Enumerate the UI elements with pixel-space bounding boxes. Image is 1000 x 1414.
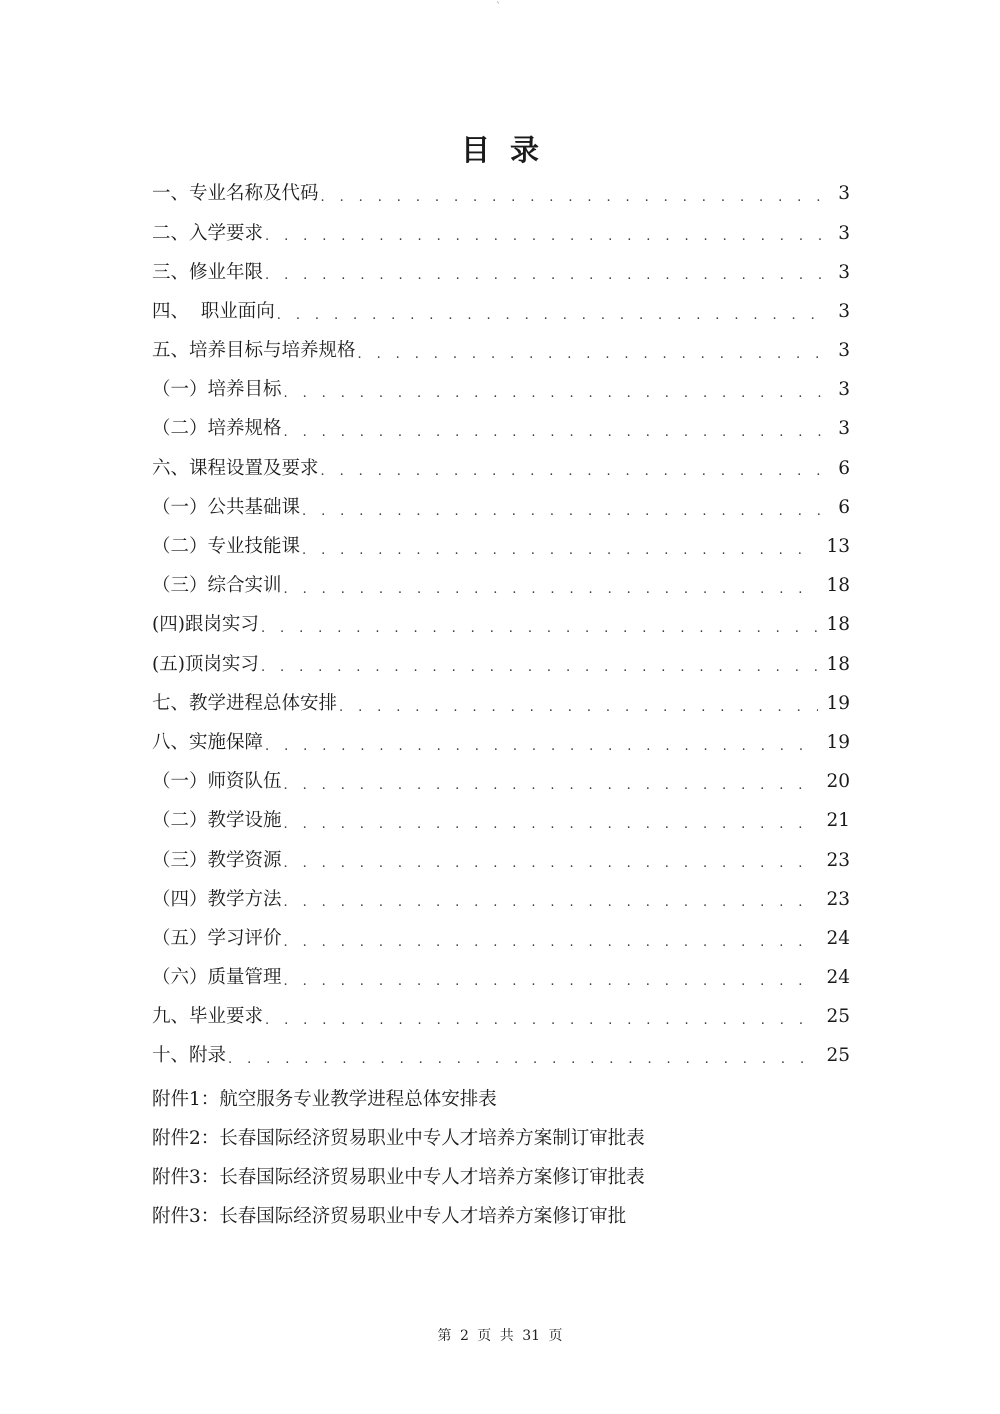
toc-entry[interactable]: [152, 253, 850, 292]
toc-entry-label: （二）培养规格: [152, 418, 282, 440]
dot-leader: [228, 1053, 818, 1066]
toc-entry-label: 三、修业年限: [152, 261, 264, 283]
dot-leader: [265, 230, 830, 243]
dot-leader: [284, 779, 819, 792]
toc-entry[interactable]: [152, 567, 850, 606]
toc-entry-page: 13: [826, 536, 850, 558]
page-footer: 第 2 页 共 31 页: [437, 1328, 563, 1344]
toc-entry-label: 十、附录: [152, 1045, 227, 1067]
toc-entry-page: 23: [826, 849, 850, 871]
toc-entry[interactable]: [152, 606, 850, 645]
toc-entry-page: 19: [826, 692, 850, 714]
toc-entry-label: （三）综合实训: [152, 575, 282, 597]
dot-leader: [284, 426, 831, 439]
toc-entry[interactable]: [152, 371, 850, 410]
dot-leader: [284, 818, 819, 831]
toc-entry-page: 20: [826, 771, 850, 793]
toc-entry[interactable]: [152, 920, 850, 959]
toc-entry[interactable]: [152, 724, 850, 763]
dot-leader: [284, 975, 819, 988]
toc-entry[interactable]: [152, 175, 850, 214]
toc-entry-label: 六、课程设置及要求: [152, 457, 319, 479]
toc-entry-page: 3: [838, 418, 850, 440]
header-mark: `: [496, 2, 501, 13]
dot-leader: [265, 1014, 818, 1027]
toc-entry-page: 18: [826, 653, 850, 675]
attachment-item: 附件1：航空服务专业教学进程总体安排表: [152, 1088, 497, 1110]
attachment-item: 附件3：长春国际经济贸易职业中专人才培养方案修订审批表: [152, 1166, 645, 1188]
toc-entry[interactable]: [152, 214, 850, 253]
dot-leader: [321, 465, 831, 478]
toc-entry-page: 24: [826, 967, 850, 989]
toc-entry-label: 八、实施保障: [152, 731, 264, 753]
toc-entry-label: 四、 职业面向: [152, 300, 275, 322]
toc-entry-label: （二）专业技能课: [152, 536, 301, 558]
toc-entry[interactable]: [152, 293, 850, 332]
attachment-item: 附件2：长春国际经济贸易职业中专人才培养方案制订审批表: [152, 1127, 645, 1149]
attachment-item: 附件3：长春国际经济贸易职业中专人才培养方案修订审批: [152, 1206, 627, 1228]
toc-entry-label: 九、毕业要求: [152, 1006, 264, 1028]
toc-entry[interactable]: [152, 1037, 850, 1076]
dot-leader: [358, 348, 831, 361]
toc-entry-page: 3: [838, 300, 850, 322]
dot-leader: [284, 857, 819, 870]
table-of-contents: [152, 175, 850, 1076]
toc-entry[interactable]: [152, 645, 850, 684]
toc-entry-label: （一）培养目标: [152, 379, 282, 401]
toc-entry-page: 3: [838, 183, 850, 205]
dot-leader: [284, 936, 819, 949]
toc-entry-page: 3: [838, 261, 850, 283]
toc-entry[interactable]: [152, 684, 850, 723]
toc-entry-label: （五）学习评价: [152, 927, 282, 949]
dot-leader: [321, 191, 831, 204]
toc-entry-label: 二、入学要求: [152, 222, 264, 244]
page-title: 目录: [460, 133, 559, 167]
toc-entry[interactable]: [152, 880, 850, 919]
toc-entry-label: (四)跟岗实习: [152, 614, 259, 636]
dot-leader: [284, 387, 831, 400]
toc-entry[interactable]: [152, 449, 850, 488]
toc-entry-label: （四）教学方法: [152, 888, 282, 910]
dot-leader: [284, 583, 819, 596]
dot-leader: [302, 505, 830, 518]
dot-leader: [261, 622, 819, 635]
attachment-list: [152, 1078, 852, 1235]
toc-entry-label: 七、教学进程总体安排: [152, 692, 338, 714]
toc-entry[interactable]: [152, 528, 850, 567]
toc-entry-page: 3: [838, 222, 850, 244]
toc-entry-label: （一）公共基础课: [152, 496, 301, 518]
dot-leader: [265, 269, 830, 282]
toc-entry-page: 18: [826, 614, 850, 636]
toc-entry-page: 21: [826, 810, 850, 832]
dot-leader: [339, 701, 818, 714]
toc-entry-page: 3: [838, 340, 850, 362]
toc-entry-label: （三）教学资源: [152, 849, 282, 871]
toc-entry-page: 19: [826, 731, 850, 753]
toc-entry-label: （二）教学设施: [152, 810, 282, 832]
toc-entry[interactable]: [152, 763, 850, 802]
toc-entry[interactable]: [152, 998, 850, 1037]
toc-entry-page: 6: [838, 457, 850, 479]
dot-leader: [265, 740, 818, 753]
toc-entry-page: 23: [826, 888, 850, 910]
toc-entry-page: 6: [838, 496, 850, 518]
toc-entry-label: （六）质量管理: [152, 967, 282, 989]
toc-entry-label: （一）师资队伍: [152, 771, 282, 793]
toc-entry-page: 25: [826, 1045, 850, 1067]
dot-leader: [302, 544, 818, 557]
dot-leader: [284, 896, 819, 909]
toc-entry-label: 一、专业名称及代码: [152, 183, 319, 205]
dot-leader: [277, 309, 830, 322]
toc-entry[interactable]: [152, 959, 850, 998]
toc-entry-page: 24: [826, 927, 850, 949]
dot-leader: [261, 661, 819, 674]
toc-entry-page: 3: [838, 379, 850, 401]
toc-entry[interactable]: [152, 802, 850, 841]
toc-entry-label: (五)顶岗实习: [152, 653, 259, 675]
toc-entry[interactable]: [152, 332, 850, 371]
toc-entry-page: 25: [826, 1006, 850, 1028]
toc-entry[interactable]: [152, 410, 850, 449]
toc-entry[interactable]: [152, 489, 850, 528]
toc-entry-label: 五、培养目标与培养规格: [152, 340, 356, 362]
toc-entry-page: 18: [826, 575, 850, 597]
toc-entry[interactable]: [152, 841, 850, 880]
